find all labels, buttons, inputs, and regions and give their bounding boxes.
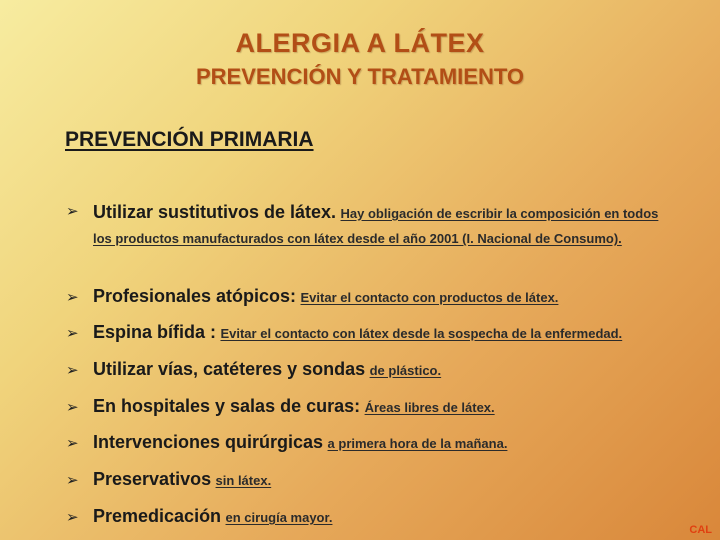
arrow-bullet-icon: ➢ <box>66 325 79 342</box>
item-note: sin látex. <box>215 473 272 488</box>
item-note: Evitar el contacto con látex desde la sospecha de la enfermedad. <box>220 326 623 341</box>
item-note: Hay obligación de escribir la composición en todos los productos manufacturados con látex desde el año 2001 (I. Nacional de Consumo). <box>93 206 659 246</box>
item-lead: Premedicación <box>93 506 222 526</box>
item-note: Evitar el contacto con productos de látex. <box>300 290 559 305</box>
section-heading: PREVENCIÓN PRIMARIA <box>65 128 314 151</box>
list-item <box>66 432 678 453</box>
list-item <box>66 322 678 343</box>
list-item <box>66 359 678 380</box>
item-lead: Preservativos <box>93 469 212 489</box>
slide-title: ALERGIA A LÁTEX <box>235 28 485 58</box>
arrow-bullet-icon: ➢ <box>66 362 79 379</box>
arrow-bullet-icon: ➢ <box>66 435 79 452</box>
item-lead: Utilizar vías, catéteres y sondas <box>93 359 366 379</box>
list-item <box>66 396 678 417</box>
item-note: de plástico. <box>369 363 442 378</box>
item-lead: Espina bífida : <box>93 322 217 342</box>
item-lead: En hospitales y salas de curas: <box>93 396 361 416</box>
list-item <box>66 200 678 251</box>
item-note: a primera hora de la mañana. <box>327 436 508 451</box>
slide-subtitle: PREVENCIÓN Y TRATAMIENTO <box>195 64 524 89</box>
footer-mark: CAL <box>689 524 712 536</box>
item-lead: Utilizar sustitutivos de látex. <box>93 202 337 222</box>
arrow-bullet-icon: ➢ <box>66 509 79 526</box>
arrow-bullet-icon: ➢ <box>66 399 79 416</box>
list-item <box>66 286 678 307</box>
arrow-bullet-icon: ➢ <box>66 289 79 306</box>
item-note: en cirugía mayor. <box>225 510 333 525</box>
list-item <box>66 506 678 527</box>
list-item <box>66 469 678 490</box>
item-lead: Intervenciones quirúrgicas <box>93 432 324 452</box>
item-lead: Profesionales atópicos: <box>93 286 297 306</box>
arrow-bullet-icon: ➢ <box>66 472 79 489</box>
arrow-bullet-icon: ➢ <box>66 203 79 220</box>
item-note: Áreas libres de látex. <box>364 400 495 415</box>
